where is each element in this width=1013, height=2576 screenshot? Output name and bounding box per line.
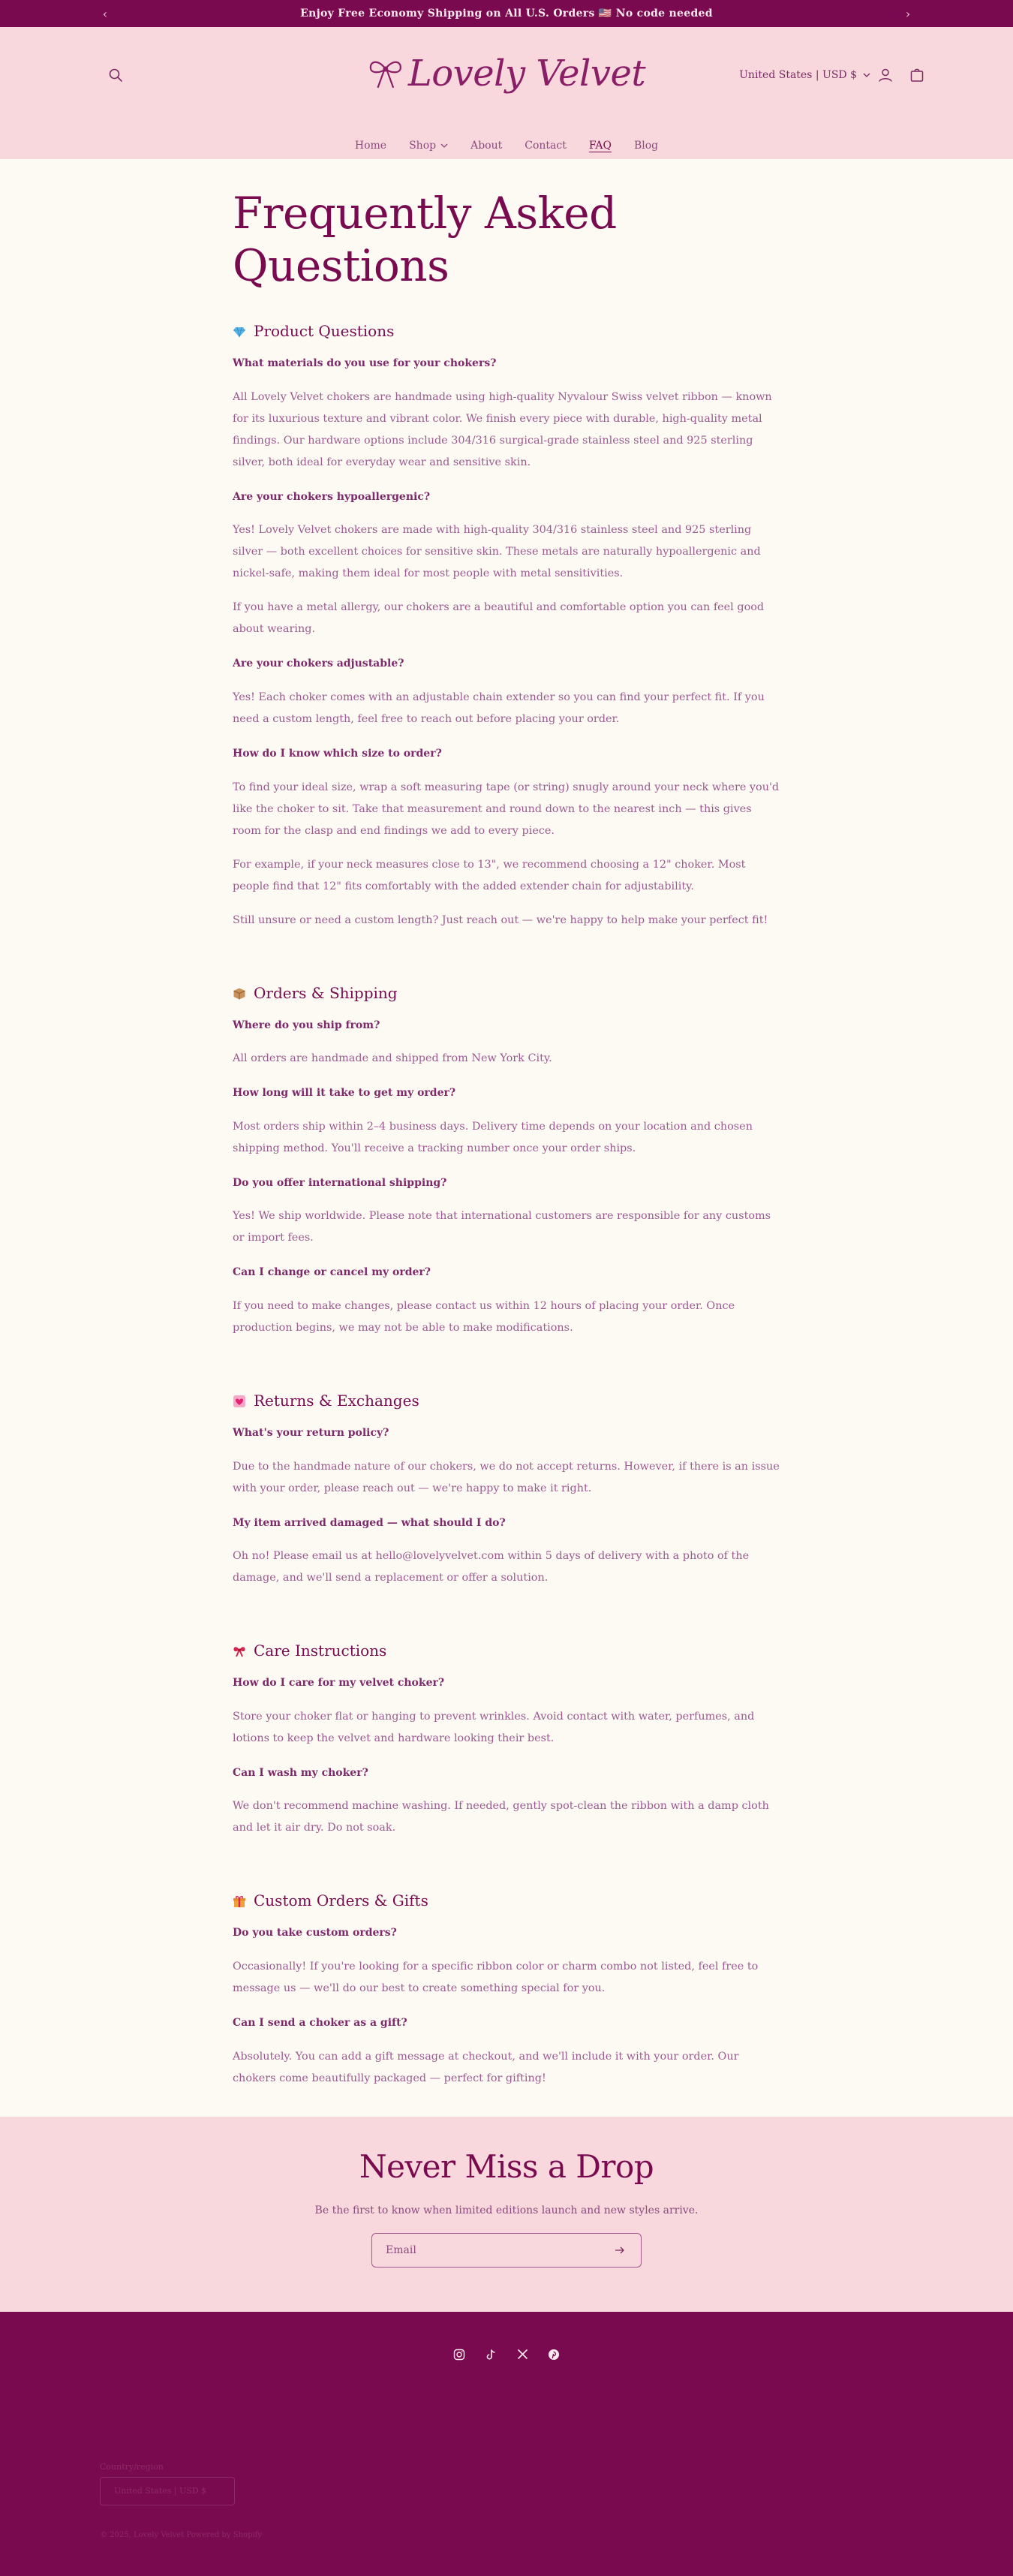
- faq-question: Can I change or cancel my order?: [233, 1266, 431, 1279]
- newsletter-form: [371, 2233, 642, 2268]
- account-icon[interactable]: [875, 65, 896, 86]
- faq-sections: [233, 322, 780, 2089]
- faq-container: [233, 159, 780, 2117]
- chevron-down-icon: [863, 73, 870, 77]
- logo-text: Lovely Velvet: [407, 53, 646, 95]
- section-title: [233, 1392, 780, 1410]
- arrow-right-icon[interactable]: [612, 2243, 627, 2258]
- package-icon: [233, 986, 246, 1000]
- logo[interactable]: [368, 53, 645, 95]
- locale-selector[interactable]: [739, 65, 870, 86]
- gift-icon: [233, 1894, 246, 1907]
- copyright: © 2025, Lovely Velvet Powered by Shopify: [100, 2530, 263, 2539]
- cart-icon[interactable]: [906, 65, 927, 86]
- faq-question: How do I care for my velvet choker?: [233, 1677, 445, 1690]
- faq-answer: Absolutely. You can add a gift message at checkout, and we'll include it with your order. Our chokers come beautifully packaged — perfect for gifting!: [233, 2050, 739, 2084]
- faq-answer: Yes! Each choker comes with an adjustable chain extender so you can find your perfect fit. If you need a custom length, feel free to reach out before placing your order.: [233, 691, 765, 725]
- search-icon[interactable]: [105, 65, 126, 86]
- faq-question: Can I wash my choker?: [233, 1766, 368, 1779]
- instagram-icon[interactable]: [452, 2348, 466, 2361]
- main-nav: [0, 140, 1013, 152]
- faq-question: Where do you ship from?: [233, 1019, 380, 1031]
- site-footer: [0, 2312, 1013, 2576]
- faq-answer: Occasionally! If you're looking for a specific ribbon color or charm combo not listed, feel free to message us — we'll do our best to create something special for you.: [233, 1960, 759, 1994]
- section-title-text: Product Questions: [254, 322, 395, 341]
- country-value: United States | USD $: [114, 2486, 207, 2496]
- nav-shop-label: Shop: [409, 140, 437, 152]
- faq-question: How do I know which size to order?: [233, 747, 442, 760]
- section-title: [233, 1891, 780, 1909]
- faq-answer: Yes! We ship worldwide. Please note that international customers are responsible for any customs or import fees.: [233, 1210, 771, 1244]
- faq-answer: Yes! Lovely Velvet chokers are made with high-quality 304/316 stainless steel and 925 sterling silver — both excellent choices for sensitive skin. These metals are naturally hypoallergenic and nickel-safe, making them ideal for most people with metal sensitivities.: [233, 524, 761, 580]
- faq-question: Are your chokers adjustable?: [233, 658, 404, 670]
- nav-home[interactable]: Home: [354, 140, 387, 152]
- nav-about[interactable]: About: [470, 140, 503, 152]
- site-header: [0, 27, 1013, 159]
- locale-label: United States | USD $: [739, 69, 857, 81]
- bow-icon: [233, 1644, 246, 1657]
- faq-answer: All Lovely Velvet chokers are handmade using high-quality Nyvalour Swiss velvet ribbon — known for its luxurious texture and vibrant color. We finish every piece with durable, high-quality metal findings. Our hardware options include 304/316 surgical-grade stainless steel and 925 sterling silver, both ideal for everyday wear and sensitive skin.: [233, 390, 772, 468]
- newsletter-subtitle: Be the first to know when limited editions launch and new styles arrive.: [314, 2204, 699, 2216]
- country-label: Country/region: [100, 2461, 164, 2472]
- faq-question: Are your chokers hypoallergenic?: [233, 490, 431, 503]
- country-selector[interactable]: [100, 2477, 235, 2505]
- nav-contact[interactable]: Contact: [525, 140, 567, 152]
- tiktok-icon[interactable]: [484, 2348, 497, 2361]
- faq-answer: For example, if your neck measures close to 13", we recommend choosing a 12" choker. Most people find that 12" fits comfortably with the added extender chain for adjustability.: [233, 858, 746, 892]
- announcement-text: Enjoy Free Economy Shipping on All U.S. Orders 🇺🇸 No code needed: [300, 8, 713, 20]
- faq-answer: Store your choker flat or hanging to prevent wrinkles. Avoid contact with water, perfumes, and lotions to keep the velvet and hardware looking their best.: [233, 1710, 755, 1744]
- faq-question: What materials do you use for your chokers?: [233, 357, 497, 370]
- section-title-text: Returns & Exchanges: [254, 1391, 419, 1410]
- faq-question: Do you offer international shipping?: [233, 1176, 447, 1189]
- faq-answer: Most orders ship within 2–4 business days. Delivery time depends on your location and chosen shipping method. You'll receive a tracking number once your order ships.: [233, 1120, 753, 1154]
- chevron-left-icon[interactable]: ‹: [102, 6, 108, 21]
- section-title-text: Custom Orders & Gifts: [254, 1891, 428, 1910]
- page-title: Frequently Asked Questions: [233, 188, 617, 291]
- faq-question: What's your return policy?: [233, 1426, 389, 1439]
- faq-section: [233, 322, 780, 931]
- faq-section: [233, 1642, 780, 1839]
- faq-answer: Still unsure or need a custom length? Just reach out — we're happy to help make your perfect fit!: [233, 913, 768, 926]
- faq-question: Do you take custom orders?: [233, 1927, 397, 1940]
- chevron-right-icon[interactable]: ›: [905, 6, 911, 21]
- newsletter-section: [0, 2117, 1013, 2312]
- nav-shop[interactable]: [409, 140, 448, 152]
- x-icon[interactable]: [516, 2348, 529, 2361]
- main-content: [0, 159, 1013, 2117]
- faq-answer: To find your ideal size, wrap a soft measuring tape (or string) snugly around your neck where you'd like the choker to sit. Take that measurement and round down to the nearest inch — this gives room for the clasp and end findings we add to every piece.: [233, 781, 780, 837]
- chevron-down-icon: [440, 143, 448, 148]
- section-title-text: Care Instructions: [254, 1642, 387, 1660]
- email-field[interactable]: [386, 2244, 603, 2256]
- nav-faq[interactable]: FAQ: [588, 140, 612, 152]
- gem-icon: [233, 324, 246, 338]
- faq-answer: If you have a metal allergy, our chokers are a beautiful and comfortable option you can feel good about wearing.: [233, 601, 765, 636]
- faq-section: [233, 984, 780, 1339]
- pinterest-icon[interactable]: [547, 2348, 561, 2361]
- social-links: [452, 2348, 561, 2361]
- faq-answer: We don't recommend machine washing. If needed, gently spot-clean the ribbon with a damp cloth and let it air dry. Do not soak.: [233, 1800, 769, 1834]
- faq-question: Can I send a choker as a gift?: [233, 2016, 407, 2029]
- section-title: [233, 984, 780, 1002]
- section-title: [233, 322, 780, 340]
- faq-answer: Due to the handmade nature of our chokers, we do not accept returns. However, if there is an issue with your order, please reach out — we're happy to make it right.: [233, 1460, 780, 1494]
- nav-blog[interactable]: Blog: [633, 140, 659, 152]
- faq-answer: If you need to make changes, please contact us within 12 hours of placing your order. Once production begins, we may not be able to make modifications.: [233, 1299, 735, 1334]
- faq-answer: All orders are handmade and shipped from New York City.: [233, 1052, 552, 1065]
- faq-question: My item arrived damaged — what should I do?: [233, 1516, 506, 1529]
- faq-section: [233, 1891, 780, 2089]
- section-title-text: Orders & Shipping: [254, 983, 398, 1002]
- section-title: [233, 1642, 780, 1660]
- faq-section: [233, 1392, 780, 1589]
- heart-icon: [233, 1394, 246, 1407]
- announcement-bar: [0, 0, 1013, 27]
- faq-answer: Oh no! Please email us at hello@lovelyvelvet.com within 5 days of delivery with a photo of the damage, and we'll send a replacement or offer a solution.: [233, 1550, 750, 1584]
- bow-logo-icon: [368, 57, 404, 90]
- faq-question: How long will it take to get my order?: [233, 1087, 456, 1100]
- newsletter-title: Never Miss a Drop: [359, 2147, 654, 2185]
